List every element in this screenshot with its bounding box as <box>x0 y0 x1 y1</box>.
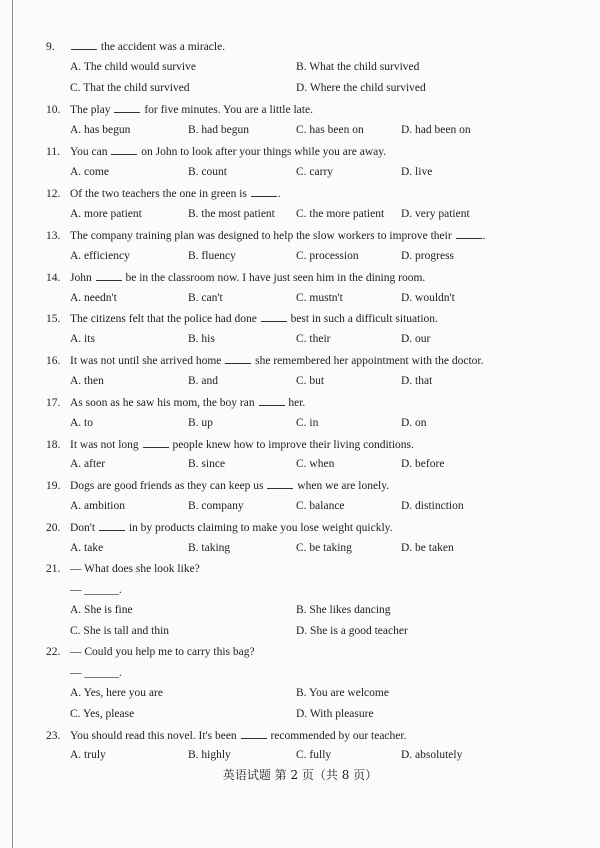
question-15: 15. The citizens felt that the police had done best in such a difficult situation. <box>46 313 438 325</box>
option-a: A. come <box>70 166 109 178</box>
option-b: B. taking <box>188 542 231 554</box>
page-footer: 英语试题 第 2 页（共 8 页） <box>222 768 378 782</box>
option-a: A. to <box>70 417 93 429</box>
blank <box>456 228 482 239</box>
blank <box>99 520 125 531</box>
option-c: C. has been on <box>296 124 364 136</box>
option-c: C. That the child survived <box>70 82 190 94</box>
option-b: B. You are welcome <box>296 687 389 699</box>
option-a: A. The child would survive <box>70 61 196 73</box>
option-c: C. but <box>296 375 325 387</box>
option-a: A. more patient <box>70 208 142 220</box>
option-c: C. mustn't <box>296 292 343 304</box>
option-a: A. after <box>70 458 106 470</box>
question-21: 21. — What does she look like? <box>46 563 200 575</box>
option-a: A. has begun <box>70 124 131 136</box>
option-c: C. be taking <box>296 542 352 554</box>
question-23: 23. You should read this novel. It's been recommended by our teacher. <box>46 730 407 742</box>
question-13: 13. The company training plan was designed to help the slow workers to improve their . <box>46 230 486 242</box>
question-19: 19. Dogs are good friends as they can keep us when we are lonely. <box>46 480 390 492</box>
option-c: C. She is tall and thin <box>70 625 170 637</box>
option-d: D. progress <box>401 250 455 262</box>
blank <box>259 395 285 406</box>
question-11: 11. You can on John to look after your things while you are away. <box>46 146 387 158</box>
question-12: 12. Of the two teachers the one in green is . <box>46 188 281 200</box>
option-c: C. Yes, please <box>70 708 135 720</box>
option-b: B. What the child survived <box>296 61 420 73</box>
question-17: 17. As soon as he saw his mom, the boy ran her. <box>46 397 306 409</box>
question-10: 10. The play for five minutes. You are a little late. <box>46 104 313 116</box>
question-9: 9. the accident was a miracle. <box>46 41 226 53</box>
option-b: B. can't <box>188 292 223 304</box>
option-d: D. be taken <box>401 542 454 554</box>
blank <box>267 478 293 489</box>
blank <box>251 186 277 197</box>
option-c: C. fully <box>296 749 332 761</box>
option-b: B. up <box>188 417 213 429</box>
reply-line: — ______. <box>70 584 122 596</box>
option-a: A. She is fine <box>70 604 133 616</box>
blank <box>225 353 251 364</box>
option-a: A. needn't <box>70 292 117 304</box>
option-d: D. distinction <box>401 500 464 512</box>
reply-line: — ______. <box>70 667 122 679</box>
question-18: 18. It was not long people knew how to improve their living conditions. <box>46 439 414 451</box>
option-b: B. She likes dancing <box>296 604 391 616</box>
blank <box>241 728 267 739</box>
option-b: B. count <box>188 166 227 178</box>
option-a: A. truly <box>70 749 106 761</box>
option-b: B. and <box>188 375 219 387</box>
blank <box>111 144 137 155</box>
option-d: D. live <box>401 166 433 178</box>
option-d: D. very patient <box>401 208 470 220</box>
option-c: C. balance <box>296 500 345 512</box>
option-c: C. procession <box>296 250 359 262</box>
option-a: A. efficiency <box>70 250 130 262</box>
option-c: C. their <box>296 333 331 345</box>
option-a: A. take <box>70 542 104 554</box>
option-b: B. fluency <box>188 250 236 262</box>
option-c: C. carry <box>296 166 334 178</box>
question-16: 16. It was not until she arrived home she remembered her appointment with the doctor. <box>46 355 484 367</box>
option-a: A. ambition <box>70 500 125 512</box>
option-b: B. had begun <box>188 124 250 136</box>
option-b: B. company <box>188 500 244 512</box>
blank <box>96 270 122 281</box>
question-20: 20. Don't in by products claiming to make you lose weight quickly. <box>46 522 393 534</box>
binding-line <box>12 0 13 848</box>
option-d: D. absolutely <box>401 749 463 761</box>
blank <box>114 102 140 113</box>
option-d: D. that <box>401 375 433 387</box>
option-d: D. on <box>401 417 427 429</box>
option-d: D. Where the child survived <box>296 82 426 94</box>
option-b: B. highly <box>188 749 231 761</box>
blank <box>143 437 169 448</box>
blank <box>261 311 287 322</box>
option-d: D. With pleasure <box>296 708 374 720</box>
option-d: D. wouldn't <box>401 292 455 304</box>
option-b: B. since <box>188 458 226 470</box>
option-b: B. his <box>188 333 215 345</box>
option-d: D. our <box>401 333 431 345</box>
option-a: A. Yes, here you are <box>70 687 163 699</box>
option-d: D. She is a good teacher <box>296 625 408 637</box>
option-c: C. the more patient <box>296 208 385 220</box>
question-14: 14. John be in the classroom now. I have just seen him in the dining room. <box>46 272 426 284</box>
option-a: A. then <box>70 375 104 387</box>
option-d: D. had been on <box>401 124 471 136</box>
question-22: 22. — Could you help me to carry this bag? <box>46 646 255 658</box>
option-c: C. in <box>296 417 319 429</box>
option-d: D. before <box>401 458 445 470</box>
option-a: A. its <box>70 333 95 345</box>
option-c: C. when <box>296 458 335 470</box>
option-b: B. the most patient <box>188 208 275 220</box>
blank <box>71 39 97 50</box>
